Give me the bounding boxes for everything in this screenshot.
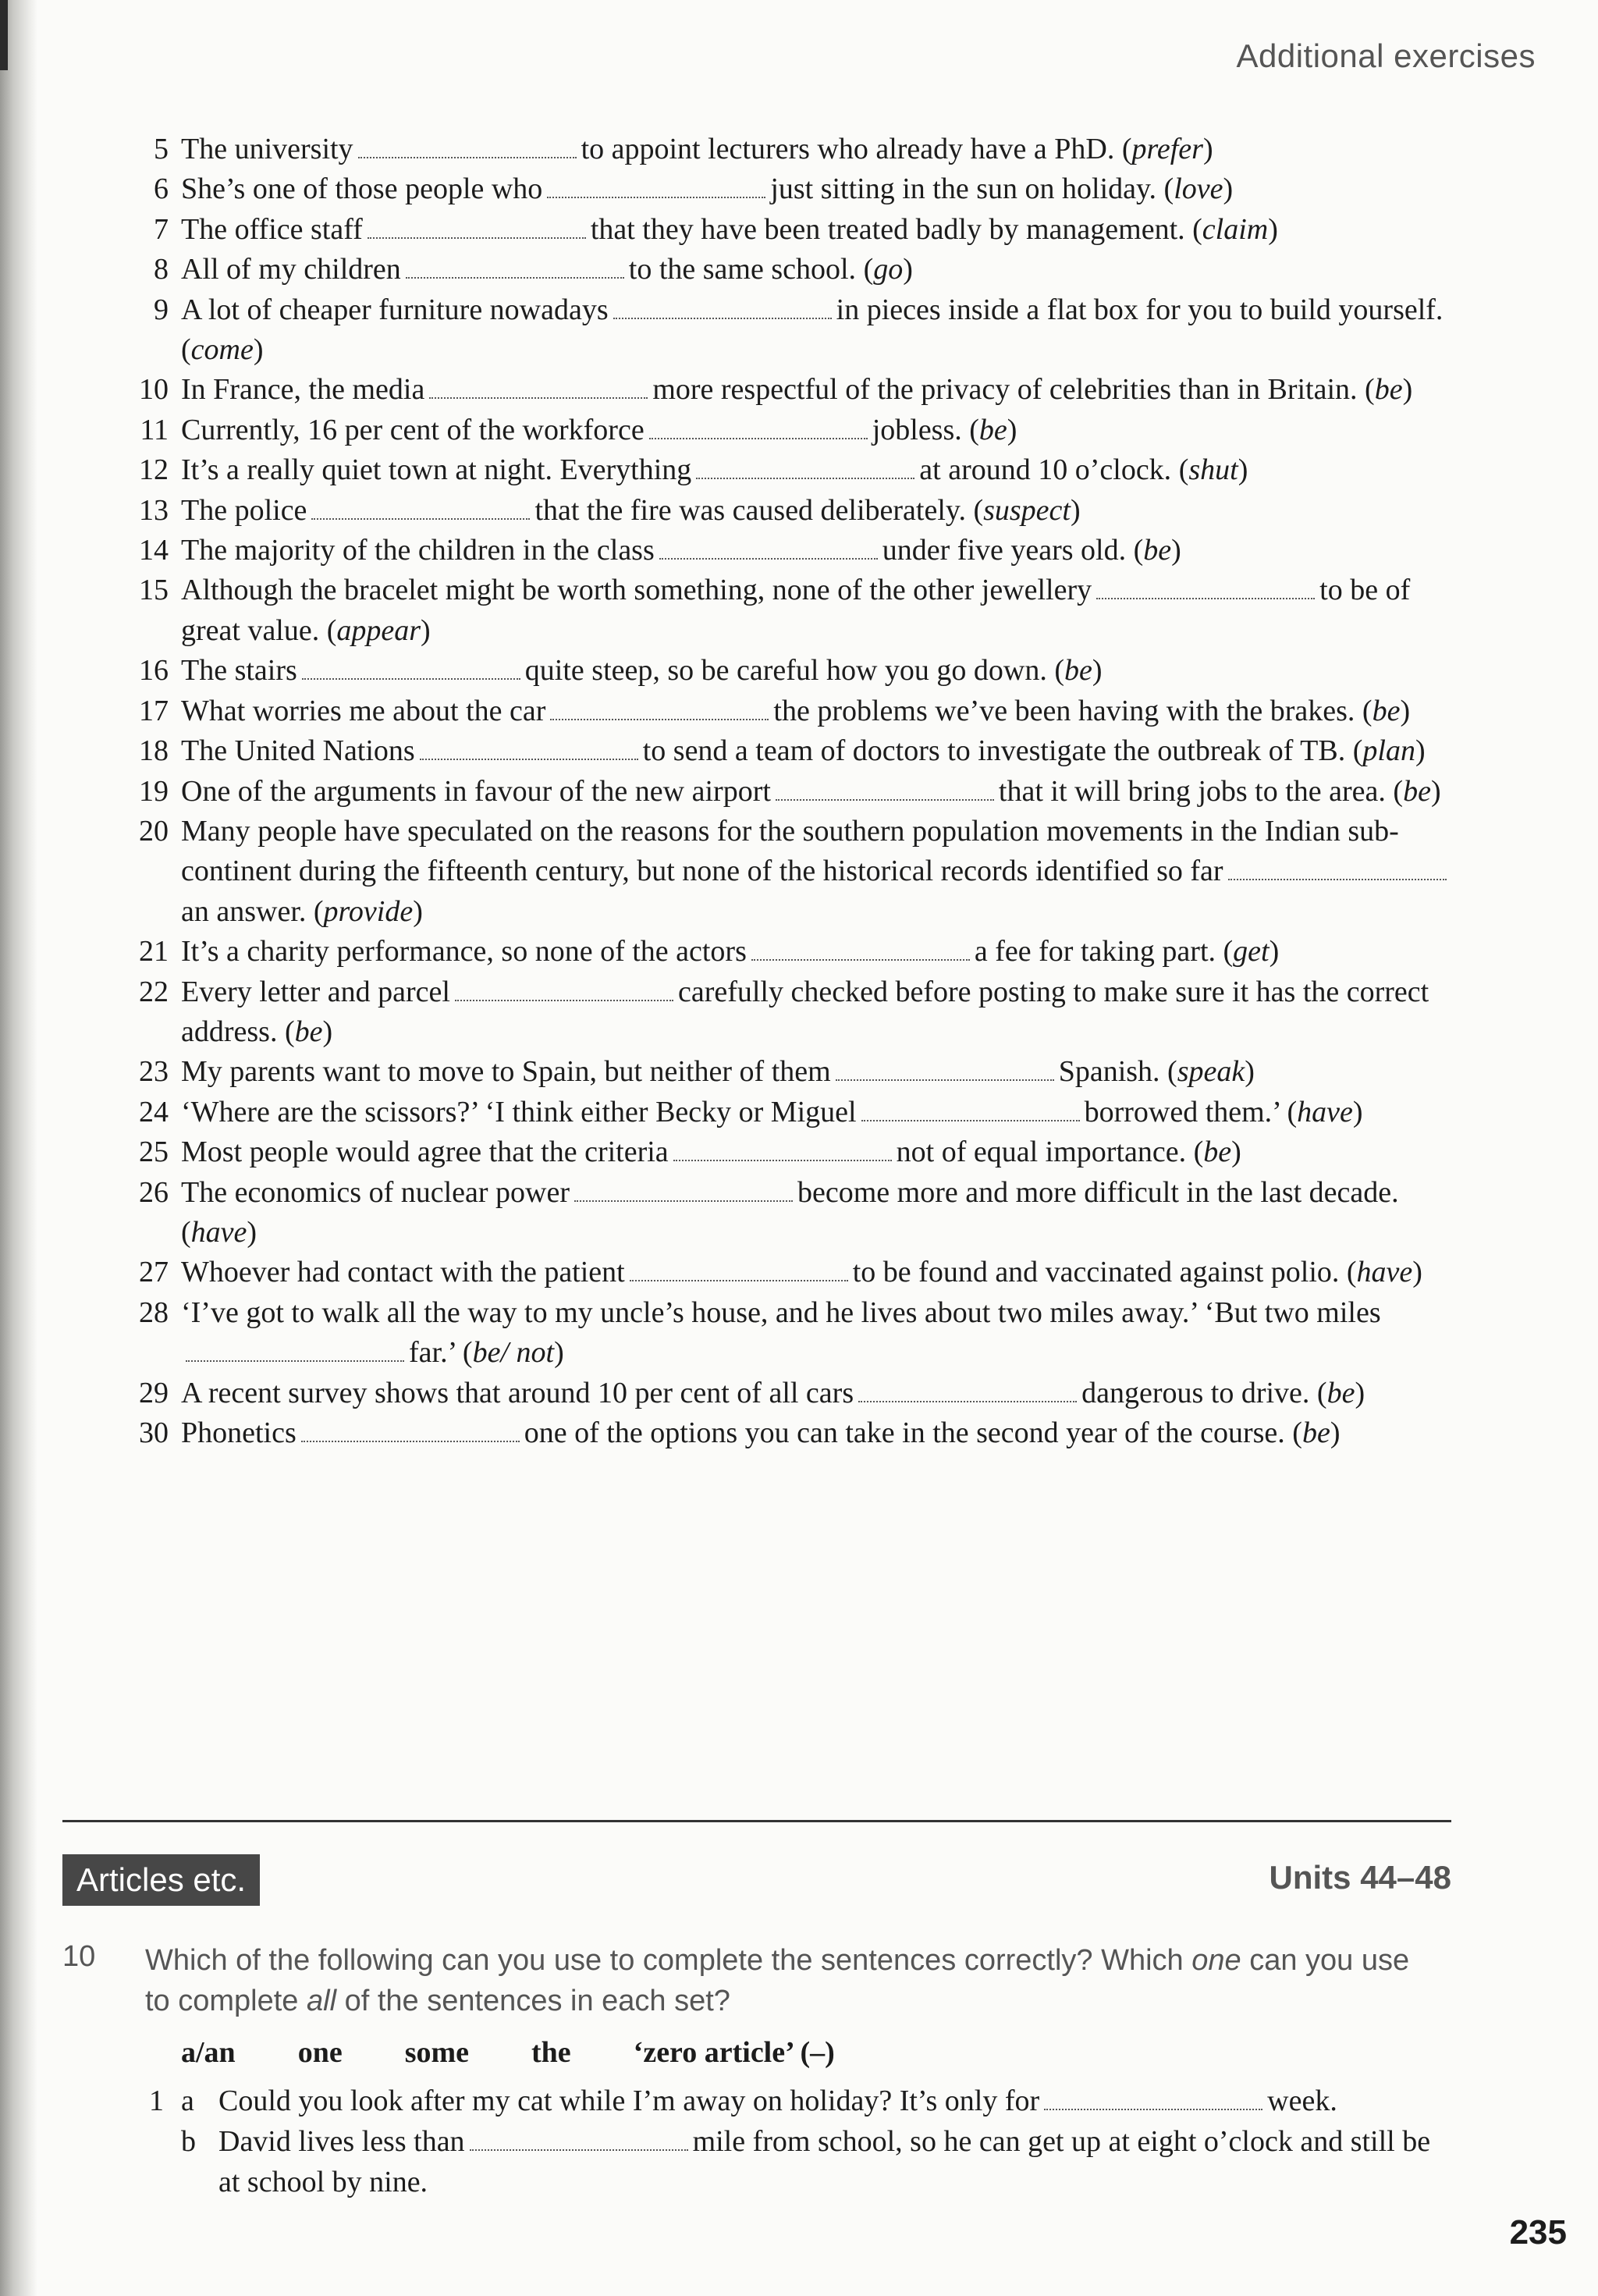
item-text-before-gap: Although the bracelet might be worth something, none of the other jewellery (181, 574, 1092, 607)
answer-blank[interactable] (406, 257, 624, 279)
instructions-emphasis-one: one (1191, 1944, 1241, 1977)
item-text-before-gap: In France, the media (181, 373, 425, 407)
item-number: 12 (139, 453, 169, 487)
item-text-after-gap: under five years old. (882, 534, 1127, 567)
exercise-item: 25 Most people would agree that the criteria not of equal importance. (be) (125, 1132, 1451, 1172)
exercise-item: 29 A recent survey shows that around 10 per cent of all cars dangerous to drive. (be) (125, 1374, 1451, 1413)
item-number: 17 (139, 694, 169, 727)
answer-blank[interactable] (1044, 2088, 1262, 2110)
exercise-item: 10 In France, the media more respectful of the privacy of celebrities than in Britain. (be) (125, 370, 1451, 410)
sub-item-letter: a (181, 2085, 194, 2117)
answer-blank[interactable] (547, 176, 765, 198)
item-text-after-gap: become more and more difficult in the last decade. (797, 1175, 1399, 1209)
item-text-after-gap: quite steep, so be careful how you go down. (524, 654, 1047, 688)
answer-blank[interactable] (368, 217, 586, 239)
item-text-before-gap: All of my children (181, 253, 401, 286)
item-verb-prompt: speak (1177, 1055, 1245, 1089)
exercise-item: 13 The police that the fire was caused deliberately. (suspect) (125, 491, 1451, 531)
exercise-item: 6 She’s one of those people who just sitting in the sun on holiday. (love) (125, 169, 1451, 209)
item-number: 25 (139, 1136, 169, 1169)
item-verb-prompt: get (1233, 935, 1270, 969)
item-verb-prompt: be (1403, 774, 1431, 808)
exercise-item: 22 Every letter and parcel carefully checked before posting to make sure it has the correct address. (be) (125, 972, 1451, 1053)
option-a-an: a/an (181, 2036, 236, 2069)
answer-blank[interactable] (1096, 578, 1315, 599)
item-verb-prompt: have (1356, 1256, 1413, 1289)
item-text-before-gap: It’s a charity performance, so none of the actors (181, 935, 747, 969)
item-text-after-gap: that they have been treated badly by management. (590, 212, 1185, 246)
item-verb-prompt: be (294, 1015, 323, 1048)
page-header-title: Additional exercises (1236, 37, 1536, 74)
item-text-after-gap: jobless. (872, 413, 962, 446)
item-number: 19 (139, 774, 169, 808)
exercise-item: 21 It’s a charity performance, so none of the actors a fee for taking part. (get) (125, 932, 1451, 972)
exercise-item: 16 The stairs quite steep, so be careful how you go down. (be) (125, 651, 1451, 691)
exercise-item: 9 A lot of cheaper furniture nowadays in pieces inside a flat box for you to build yourself. (come) (125, 290, 1451, 371)
answer-blank[interactable] (429, 377, 648, 399)
item-text-after-gap: Spanish. (1058, 1055, 1160, 1089)
item-verb-prompt: be (1372, 694, 1401, 727)
option-the: the (531, 2036, 571, 2069)
exercise-item: 11 Currently, 16 per cent of the workforce jobless. (be) (125, 411, 1451, 450)
item-number: 5 (154, 133, 169, 165)
answer-blank[interactable] (858, 1381, 1077, 1402)
answer-blank[interactable] (455, 979, 673, 1001)
item-text-after-gap: that it will bring jobs to the area. (998, 774, 1386, 808)
answer-blank[interactable] (358, 137, 577, 158)
answer-blank[interactable] (470, 2129, 688, 2151)
page-number: 235 (1509, 2213, 1567, 2252)
item-number: 9 (154, 293, 169, 326)
item-text-after-gap: a fee for taking part. (974, 935, 1216, 969)
option-some: some (404, 2036, 470, 2069)
option-zero-article: ‘zero article’ (–) (633, 2036, 835, 2069)
item-number: 18 (139, 734, 169, 768)
item-verb-prompt: be (1301, 1416, 1330, 1449)
item-verb-prompt: be (1374, 373, 1403, 407)
item-number: 29 (139, 1376, 169, 1409)
answer-blank[interactable] (311, 498, 530, 520)
item-verb-prompt: appear (336, 613, 421, 647)
item-number: 6 (154, 172, 169, 206)
exercise-item: 15 Although the bracelet might be worth something, none of the other jewellery to be of great value. (appear) (125, 570, 1451, 651)
item-verb-prompt: be (1203, 1136, 1232, 1169)
item-text-after-gap: just sitting in the sun on holiday. (770, 172, 1157, 206)
item-text-before-gap: Phonetics (181, 1416, 297, 1449)
item-text-before-gap: Every letter and parcel (181, 975, 450, 1008)
answer-blank[interactable] (550, 698, 769, 720)
answer-options (181, 2032, 897, 2073)
item-text-before-gap: Most people would agree that the criteria (181, 1136, 669, 1169)
exercise-item: 26 The economics of nuclear power become more and more difficult in the last decade. (have) (125, 1173, 1451, 1253)
exercise-item: 18 The United Nations to send a team of doctors to investigate the outbreak of TB. (plan) (125, 731, 1451, 771)
item-number: 10 (139, 373, 169, 407)
exercise-item: 19 One of the arguments in favour of the new airport that it will bring jobs to the area. (be) (125, 772, 1451, 812)
item-text-after-gap: to send a team of doctors to investigate the outbreak of TB. (642, 734, 1346, 768)
item-verb-prompt: have (190, 1215, 247, 1249)
item-text-after-gap: far.’ (409, 1336, 456, 1370)
item-text-after-gap: carefully checked before posting to make sure it has the correct address. (181, 975, 1429, 1048)
exercise-item: 17 What worries me about the car the problems we’ve been having with the brakes. (be) (125, 691, 1451, 731)
exercise-instructions (145, 1940, 1440, 2021)
item-verb-prompt: claim (1202, 212, 1269, 246)
item-text-before-gap: She’s one of those people who (181, 172, 543, 206)
item-text-before-gap: The office staff (181, 212, 363, 246)
option-one: one (297, 2036, 343, 2069)
exercise-item: 20 Many people have speculated on the reasons for the southern population movements in the Indian sub-continent during the fifteenth century, but none of the historical records identified so faran answer. (provide) (125, 812, 1451, 932)
exercise-item: 8 All of my children to the same school. (go) (125, 250, 1451, 290)
item-text-before-gap: The police (181, 493, 307, 527)
item-number: 24 (139, 1095, 169, 1128)
item-verb-prompt: shut (1188, 453, 1238, 487)
item-number: 7 (154, 212, 169, 246)
item-text-after-gap: to be found and vaccinated against polio. (852, 1256, 1340, 1289)
item-number: 8 (154, 253, 169, 286)
item-text-after-gap: that the fire was caused deliberately. (534, 493, 966, 527)
item-verb-prompt: provide (323, 894, 414, 928)
item-text-after-gap: to the same school. (628, 253, 857, 286)
item-text-after-gap: to be of great value. (181, 574, 1411, 647)
item-text-before-gap: My parents want to move to Spain, but neither of them (181, 1055, 831, 1089)
item-verb-prompt: be/ not (472, 1336, 555, 1370)
item-text-after-gap: not of equal importance. (896, 1136, 1187, 1169)
item-text-before-gap: Whoever had contact with the patient (181, 1256, 625, 1289)
item-verb-prompt: be (1064, 654, 1092, 688)
item-text-before-gap: ‘I’ve got to walk all the way to my uncle’s house, and he lives about two miles away.’ ‘But two miles (181, 1295, 1381, 1329)
section-title-badge: Articles etc. (62, 1854, 260, 1906)
item-text-after-gap: in pieces inside a flat box for you to build yourself. (836, 293, 1444, 326)
sub-exercise-list (145, 2081, 1440, 2202)
exercise-item: 5 The university to appoint lecturers who already have a PhD. (prefer) (125, 130, 1451, 169)
item-number: 23 (139, 1055, 169, 1089)
exercise-item: 12 It’s a really quiet town at night. Everything at around 10 o’clock. (shut) (125, 450, 1451, 490)
item-text-before-gap: Currently, 16 per cent of the workforce (181, 413, 645, 446)
instructions-emphasis-all: all (307, 1985, 337, 2017)
item-text-before-gap: The university (181, 133, 353, 165)
book-spine-shadow (0, 0, 37, 2296)
exercise-item: 28 ‘I’ve got to walk all the way to my uncle’s house, and he lives about two miles away.’ ‘But two milesfar.’ (be/ not) (125, 1293, 1451, 1374)
item-text-after-gap: to appoint lecturers who already have a PhD. (581, 133, 1115, 165)
answer-blank[interactable] (861, 1100, 1080, 1121)
item-text-after-gap: at around 10 o’clock. (919, 453, 1172, 487)
item-text-before-gap: One of the arguments in favour of the new airport (181, 774, 771, 808)
answer-blank[interactable] (302, 658, 520, 680)
spine-edge (0, 0, 8, 70)
instructions-text-1: Which of the following can you use to complete the sentences correctly? Which (145, 1944, 1192, 1977)
section-divider (62, 1820, 1451, 1822)
exercise-list (125, 130, 1451, 1453)
item-verb-prompt: be (1143, 534, 1172, 567)
answer-blank[interactable] (751, 939, 970, 961)
item-text-before-gap: The majority of the children in the class (181, 534, 655, 567)
item-number: 20 (139, 814, 169, 848)
item-verb-prompt: love (1174, 172, 1223, 206)
item-text-before-gap: It’s a really quiet town at night. Everything (181, 453, 692, 487)
item-text-before-gap: The stairs (181, 654, 297, 688)
item-number: 13 (139, 493, 169, 527)
item-text-before-gap: The economics of nuclear power (181, 1175, 570, 1209)
sub-exercise-item (145, 2081, 1440, 2121)
item-text-after-gap: the problems we’ve been having with the brakes. (773, 694, 1355, 727)
item-number: 22 (139, 975, 169, 1008)
sub-item-text-before-gap: David lives less than (218, 2125, 465, 2158)
item-number: 28 (139, 1295, 169, 1329)
answer-blank[interactable] (301, 1420, 520, 1442)
answer-blank[interactable] (1228, 858, 1447, 880)
answer-blank[interactable] (776, 779, 994, 801)
exercise-item: 24 ‘Where are the scissors?’ ‘I think either Becky or Miguel borrowed them.’ (have) (125, 1093, 1451, 1132)
item-verb-prompt: come (190, 333, 254, 367)
exercise-item: 30 Phonetics one of the options you can take in the second year of the course. (be) (125, 1413, 1451, 1453)
sub-item-text-before-gap: Could you look after my cat while I’m away on holiday? It’s only for (218, 2085, 1040, 2117)
exercise-item: 7 The office staff that they have been treated badly by management. (claim) (125, 210, 1451, 250)
item-text-before-gap: A recent survey shows that around 10 per cent of all cars (181, 1376, 854, 1409)
item-number: 14 (139, 534, 169, 567)
item-text-before-gap: A lot of cheaper furniture nowadays (181, 293, 609, 326)
item-text-after-gap: borrowed them.’ (1084, 1095, 1280, 1128)
answer-blank[interactable] (836, 1059, 1054, 1081)
item-number: 11 (140, 413, 169, 446)
item-number: 15 (139, 574, 169, 607)
item-text-after-gap: one of the options you can take in the second year of the course. (524, 1416, 1285, 1449)
item-text-after-gap: dangerous to drive. (1081, 1376, 1310, 1409)
exercise-item: 27 Whoever had contact with the patient to be found and vaccinated against polio. (have) (125, 1253, 1451, 1292)
item-verb-prompt: be (1326, 1376, 1355, 1409)
answer-blank[interactable] (673, 1139, 892, 1161)
item-verb-prompt: go (873, 253, 904, 286)
item-text-before-gap: What worries me about the car (181, 694, 546, 727)
item-text-before-gap: ‘Where are the scissors?’ ‘I think either Becky or Miguel (181, 1095, 857, 1128)
answer-blank[interactable] (574, 1180, 793, 1202)
item-number: 27 (139, 1256, 169, 1289)
instructions-text-2: can you use to complete (145, 1944, 1410, 2017)
item-number: 16 (139, 654, 169, 688)
answer-blank[interactable] (659, 538, 878, 560)
exercise-item: 14 The majority of the children in the class under five years old. (be) (125, 531, 1451, 570)
sub-exercise-item (145, 2121, 1440, 2202)
exercise-item: 23 My parents want to move to Spain, but neither of them Spanish. (speak) (125, 1052, 1451, 1092)
item-verb-prompt: have (1297, 1095, 1353, 1128)
sub-item-text-after-gap: mile from school, so he can get up at eight o’clock and still be at school by nine. (218, 2125, 1431, 2198)
item-verb-prompt: prefer (1131, 133, 1203, 165)
item-text-before-gap: Many people have speculated on the reasons for the southern population movements in the Indian sub-continent during the fifteenth century, but none of the historical records identified so far (181, 814, 1399, 888)
instructions-text-3: of the sentences in each set? (336, 1985, 730, 2017)
answer-blank[interactable] (649, 418, 868, 439)
sub-item-letter: b (181, 2125, 196, 2158)
item-verb-prompt: be (978, 413, 1007, 446)
answer-blank[interactable] (613, 297, 832, 319)
section-units-label: Units 44–48 (1269, 1859, 1451, 1896)
item-number: 21 (139, 935, 169, 969)
item-text-after-gap: more respectful of the privacy of celebrities than in Britain. (652, 373, 1358, 407)
exercise-number: 10 (62, 1940, 96, 1973)
item-text-after-gap: an answer. (181, 894, 307, 928)
sub-item-text-after-gap: week. (1267, 2085, 1337, 2117)
answer-blank[interactable] (696, 457, 914, 479)
answer-blank[interactable] (630, 1260, 848, 1281)
answer-blank[interactable] (420, 738, 638, 760)
item-text-before-gap: The United Nations (181, 734, 415, 768)
item-number: 30 (139, 1416, 169, 1449)
item-verb-prompt: plan (1362, 734, 1415, 768)
item-number: 26 (139, 1175, 169, 1209)
answer-blank[interactable] (186, 1340, 404, 1362)
item-verb-prompt: suspect (983, 493, 1071, 527)
sub-item-number: 1 (149, 2085, 164, 2117)
